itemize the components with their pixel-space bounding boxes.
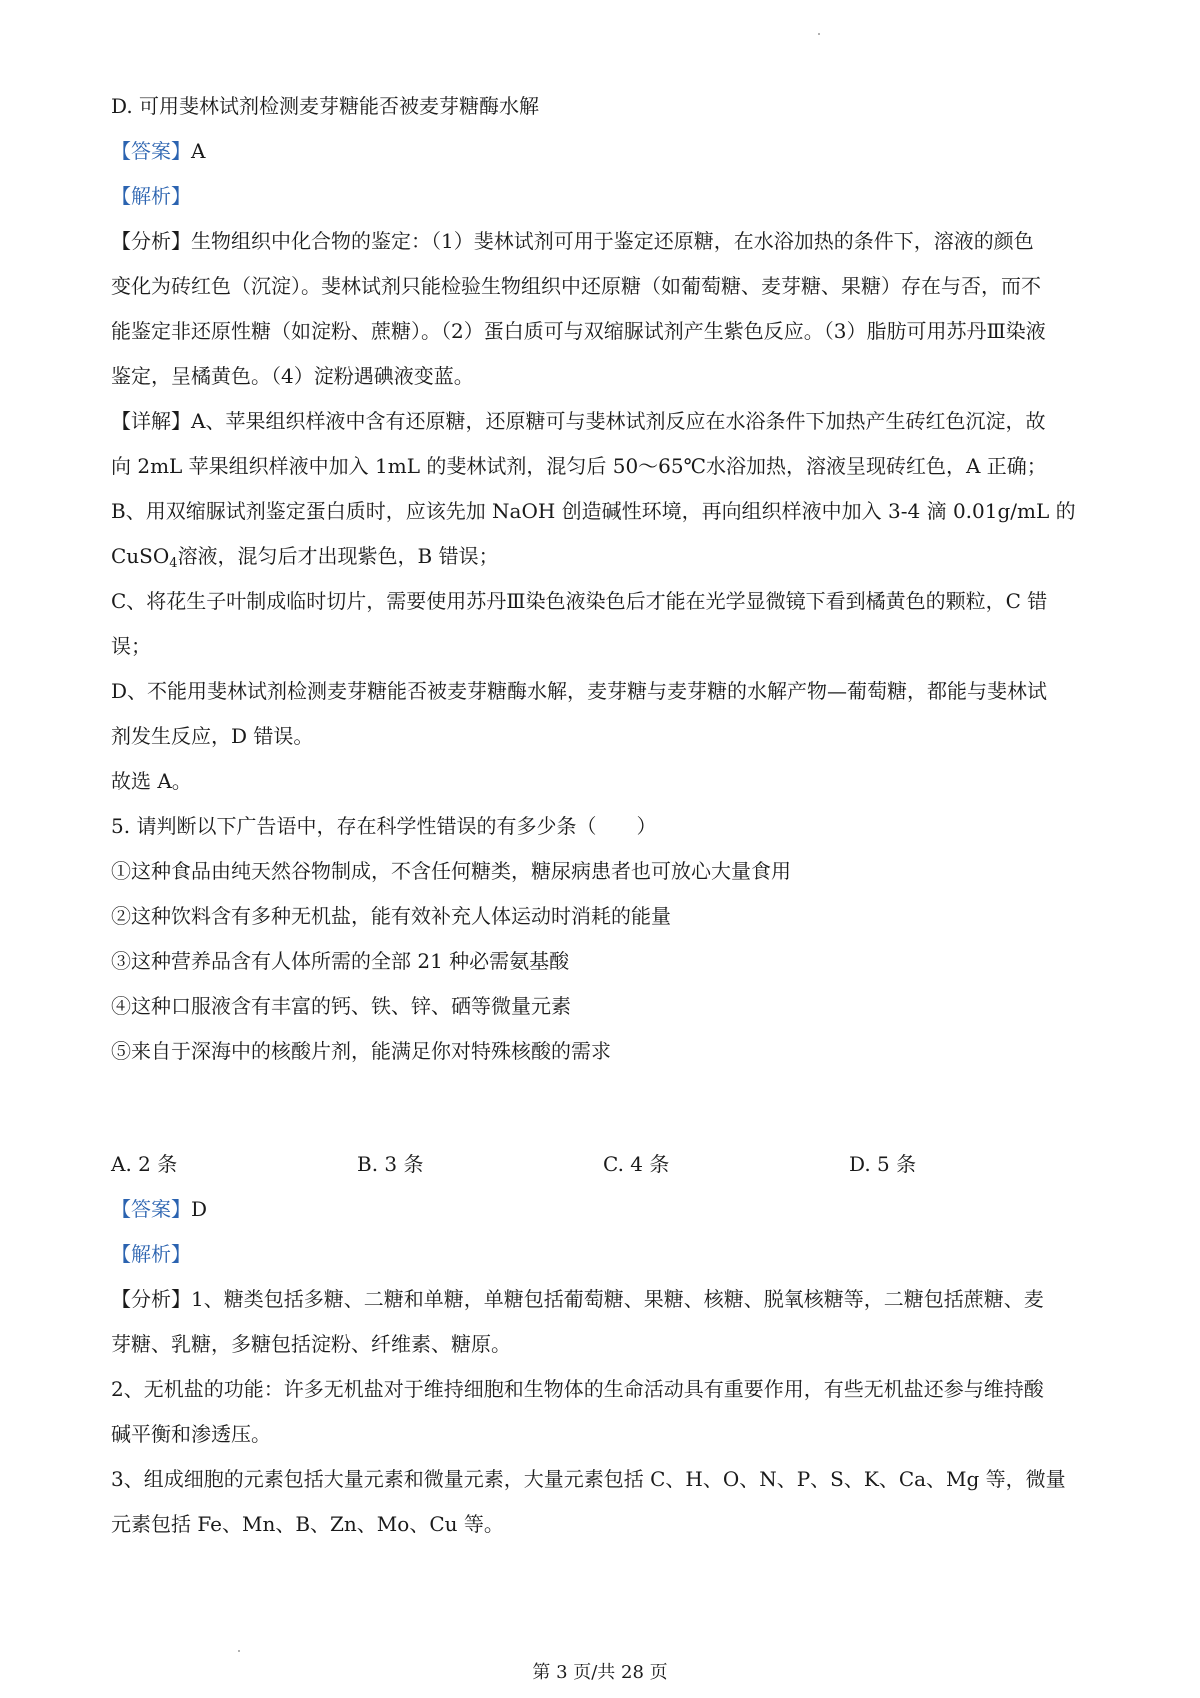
statement-3: ③这种营养品含有人体所需的全部 21 种必需氨基酸 (111, 949, 570, 973)
text-line: 鉴定，呈橘黄色。（4）淀粉遇碘液变蓝。 (111, 364, 474, 388)
text-line: B、用双缩脲试剂鉴定蛋白质时，应该先加 NaOH 创造碱性环境，再向组织样液中加入 3-4 滴 0.01g/mL 的 (111, 499, 1076, 523)
statement-1: ①这种食品由纯天然谷物制成，不含任何糖类，糖尿病患者也可放心大量食用 (111, 859, 791, 883)
text-line: 【分析】生物组织中化合物的鉴定：（1）斐林试剂可用于鉴定还原糖，在水浴加热的条件下，溶液的颜色 (111, 229, 1034, 253)
answer-tag: 【答案】 (111, 139, 191, 163)
answer-tag: 【答案】 (111, 1197, 191, 1221)
statement-4: ④这种口服液含有丰富的钙、铁、锌、硒等微量元素 (111, 994, 571, 1018)
scan-speck (238, 1650, 240, 1652)
statement-2: ②这种饮料含有多种无机盐，能有效补充人体运动时消耗的能量 (111, 904, 671, 928)
text-line: 3、组成细胞的元素包括大量元素和微量元素，大量元素包括 C、H、O、N、P、S、K、Ca、Mg 等，微量 (111, 1467, 1066, 1491)
text-line: 2、无机盐的功能：许多无机盐对于维持细胞和生物体的生命活动具有重要作用，有些无机盐还参与维持酸 (111, 1377, 1044, 1401)
text-line: 元素包括 Fe、Mn、B、Zn、Mo、Cu 等。 (111, 1512, 504, 1536)
text-line: 变化为砖红色（沉淀）。斐林试剂只能检验生物组织中还原糖（如葡萄糖、麦芽糖、果糖）存在与否，而不 (111, 274, 1041, 298)
formula-subscript: 4 (169, 556, 178, 571)
text-line: 能鉴定非还原性糖（如淀粉、蔗糖）。（2）蛋白质可与双缩脲试剂产生紫色反应。（3）脂肪可用苏丹Ⅲ染液 (111, 319, 1046, 343)
choice-a: A. 2 条 (111, 1152, 178, 1176)
text-line: C、将花生子叶制成临时切片，需要使用苏丹Ⅲ染色液染色后才能在光学显微镜下看到橘黄色的颗粒，C 错 (111, 589, 1048, 613)
text-line: 误； (111, 634, 151, 658)
answer-line-q4 (111, 138, 1101, 164)
choice-b: B. 3 条 (357, 1152, 424, 1176)
text-line: 剂发生反应，D 错误。 (111, 724, 314, 748)
text-line: 芽糖、乳糖，多糖包括淀粉、纤维素、糖原。 (111, 1332, 511, 1356)
answer-line-q5 (111, 1196, 1101, 1222)
page-footer: 第 3 页/共 28 页 (532, 1662, 668, 1683)
analysis-tag: 【解析】 (111, 1242, 191, 1266)
text-rest: 溶液，混匀后才出现紫色，B 错误； (177, 544, 499, 568)
choice-c: C. 4 条 (603, 1152, 670, 1176)
text-line: 向 2mL 苹果组织样液中加入 1mL 的斐林试剂，混匀后 50～65℃水浴加热，溶液呈现砖红色，A 正确； (111, 454, 1047, 478)
choice-d: D. 5 条 (849, 1152, 917, 1176)
option-d-line: D. 可用斐林试剂检测麦芽糖能否被麦芽糖酶水解 (111, 94, 540, 118)
answer-value: D (191, 1197, 208, 1221)
choice-options (111, 1151, 1101, 1177)
scan-speck (818, 33, 820, 35)
text-line: 故选 A。 (111, 769, 192, 793)
text-line: 【分析】1、糖类包括多糖、二糖和单糖，单糖包括葡萄糖、果糖、核糖、脱氧核糖等，二糖包括蔗糖、麦 (111, 1287, 1044, 1311)
text-line: 碱平衡和渗透压。 (111, 1422, 271, 1446)
statement-5: ⑤来自于深海中的核酸片剂，能满足你对特殊核酸的需求 (111, 1039, 611, 1063)
text-line: D、不能用斐林试剂检测麦芽糖能否被麦芽糖酶水解，麦芽糖与麦芽糖的水解产物—葡萄糖，都能与斐林试 (111, 679, 1048, 703)
analysis-tag: 【解析】 (111, 184, 191, 208)
formula-main: CuSO (111, 544, 170, 568)
question-5: 5. 请判断以下广告语中，存在科学性错误的有多少条（ ） (111, 814, 657, 838)
text-line-with-formula (111, 543, 1101, 577)
text-line: 【详解】A、苹果组织样液中含有还原糖，还原糖可与斐林试剂反应在水浴条件下加热产生砖红色沉淀，故 (111, 409, 1046, 433)
answer-value: A (191, 139, 206, 163)
